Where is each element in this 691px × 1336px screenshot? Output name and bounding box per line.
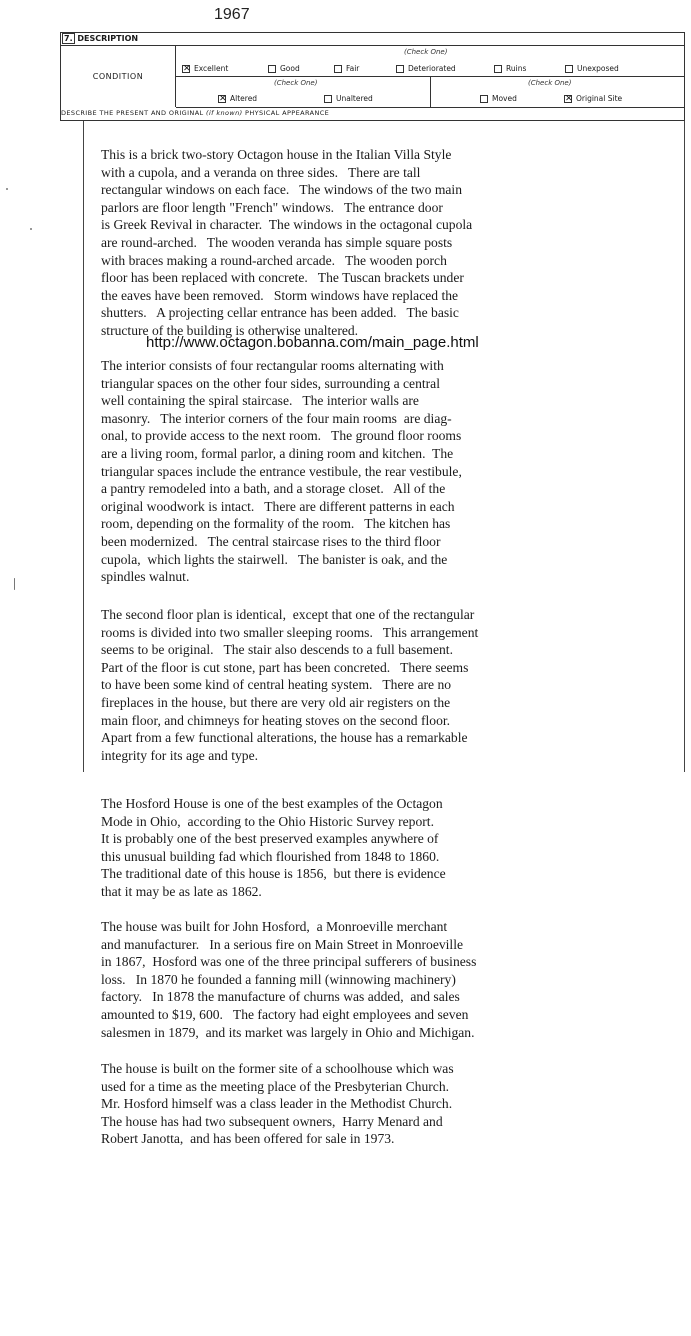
source-url[interactable]: http://www.octagon.bobanna.com/main_page.html xyxy=(146,334,479,351)
check-one-label: (Check One) xyxy=(404,48,448,56)
site-option-original[interactable]: ✕ Original Site xyxy=(565,93,623,104)
check-one-label: (Check One) xyxy=(528,79,572,87)
condition-option-good[interactable]: Good xyxy=(268,64,300,73)
alteration-site-row xyxy=(176,77,684,108)
checkbox-empty-icon[interactable] xyxy=(324,95,332,103)
year-annotation: 1967 xyxy=(214,6,250,23)
left-margin-rule xyxy=(83,121,84,772)
scan-speck xyxy=(30,228,32,230)
checkbox-empty-icon[interactable] xyxy=(268,65,276,73)
significance-paragraph-3: The house is built on the former site of a schoolhouse which was used for a time as the meeting place of the Presbyterian Church. Mr. Hosford himself was a class leader in the Methodist Church. The house has had two subsequent owners, Harry Menard and Robert Janotta, and has been offered for sale in 1973. xyxy=(101,1061,454,1147)
checkbox-empty-icon[interactable] xyxy=(494,65,502,73)
exterior-description: This is a brick two-story Octagon house in the Italian Villa Style with a cupola, and a veranda on three sides. There are tall rectangular windows on each face. The windows of the two main parlors are floor length "French" windows. The entrance door is Greek Revival in character. The windows in the octagonal cupola are round-arched. The wooden veranda has simple square posts with braces making a round-arched arcade. The wooden porch floor has been replaced with concrete. The Tuscan brackets under the eaves have been removed. Storm windows have replaced the shutters. A projecting cellar entrance has been added. The basic structure of the building is otherwise unaltered. xyxy=(101,147,473,338)
condition-row xyxy=(176,46,684,77)
checkbox-empty-icon[interactable] xyxy=(396,65,404,73)
section-number: 7. xyxy=(64,34,73,43)
checkbox-empty-icon[interactable] xyxy=(480,95,488,103)
significance-paragraph-2: The house was built for John Hosford, a Monroeville merchant and manufacturer. In a serious fire on Main Street in Monroeville in 1867, Hosford was one of the three principal sufferers of business loss. In 1870 he founded a fanning mill (winnowing machinery) factory. In 1878 the manufacture of churns was added, and sales amounted to $19, 600. The factory had eight employees and seven salesmen in 1879, and its market was largely in Ohio and Michigan. xyxy=(101,919,477,1040)
divider xyxy=(430,77,431,107)
condition-option-excellent[interactable]: ✕ Excellent xyxy=(183,63,229,74)
checkbox-checked-icon[interactable]: ✕ xyxy=(183,63,191,74)
scan-speck xyxy=(14,578,15,590)
significance-paragraph-1: The Hosford House is one of the best examples of the Octagon Mode in Ohio, according to the Ohio Historic Survey report. It is probably one of the best preserved examples anywhere of this unusual building fad which flourished from 1848 to 1860. The traditional date of this house is 1856, but there is evidence that it may be as late as 1862. xyxy=(101,796,446,899)
scan-speck xyxy=(6,188,8,190)
site-option-moved[interactable]: Moved xyxy=(480,94,517,103)
alteration-option-altered[interactable]: ✕ Altered xyxy=(219,93,258,104)
section-header xyxy=(61,33,684,46)
section-title: DESCRIPTION xyxy=(77,34,139,43)
checkbox-checked-icon[interactable]: ✕ xyxy=(219,93,227,104)
checkbox-empty-icon[interactable] xyxy=(334,65,342,73)
checkbox-empty-icon[interactable] xyxy=(565,65,573,73)
describe-instruction: DESCRIBE THE PRESENT AND ORIGINAL (if known) PHYSICAL APPEARANCE xyxy=(61,109,330,117)
condition-option-fair[interactable]: Fair xyxy=(334,64,359,73)
description-form-block xyxy=(60,32,685,121)
alteration-option-unaltered[interactable]: Unaltered xyxy=(324,94,373,103)
checkbox-checked-icon[interactable]: ✕ xyxy=(565,93,573,104)
condition-option-ruins[interactable]: Ruins xyxy=(494,64,526,73)
check-one-label: (Check One) xyxy=(274,79,318,87)
second-floor-description: The second floor plan is identical, except that one of the rectangular rooms is divided into two smaller sleeping rooms. This arrangement seems to be original. The stair also descends to a full basement. Part of the floor is cut stone, part has been concreted. There seems to have been some kind of central heating system. There are no fireplaces in the house, but there are very old air registers on the main floor, and chimneys for heating stoves on the second floor. Apart from a few functional alterations, the house has a remarkable integrity for its age and type. xyxy=(101,607,479,763)
condition-option-deteriorated[interactable]: Deteriorated xyxy=(396,64,456,73)
interior-description: The interior consists of four rectangular rooms alternating with triangular spaces on the other four sides, surrounding a central well containing the spiral staircase. The interior walls are masonry. The interior corners of the four main rooms are diag- onal, to provide access to the next room. The ground floor rooms are a living room, formal parlor, a dining room and kitchen. The triangular spaces include the entrance vestibule, the rear vestibule, a pantry remodeled into a bath, and a storage closet. All of the original woodwork is intact. There are different patterns in each room, depending on the formality of the room. The kitchen has been modernized. The central staircase rises to the third floor cupola, which lights the stairwell. The banister is oak, and the spindles walnut. xyxy=(101,358,462,585)
right-margin-rule xyxy=(684,121,685,772)
condition-label: CONDITION xyxy=(61,46,176,107)
condition-option-unexposed[interactable]: Unexposed xyxy=(565,64,619,73)
